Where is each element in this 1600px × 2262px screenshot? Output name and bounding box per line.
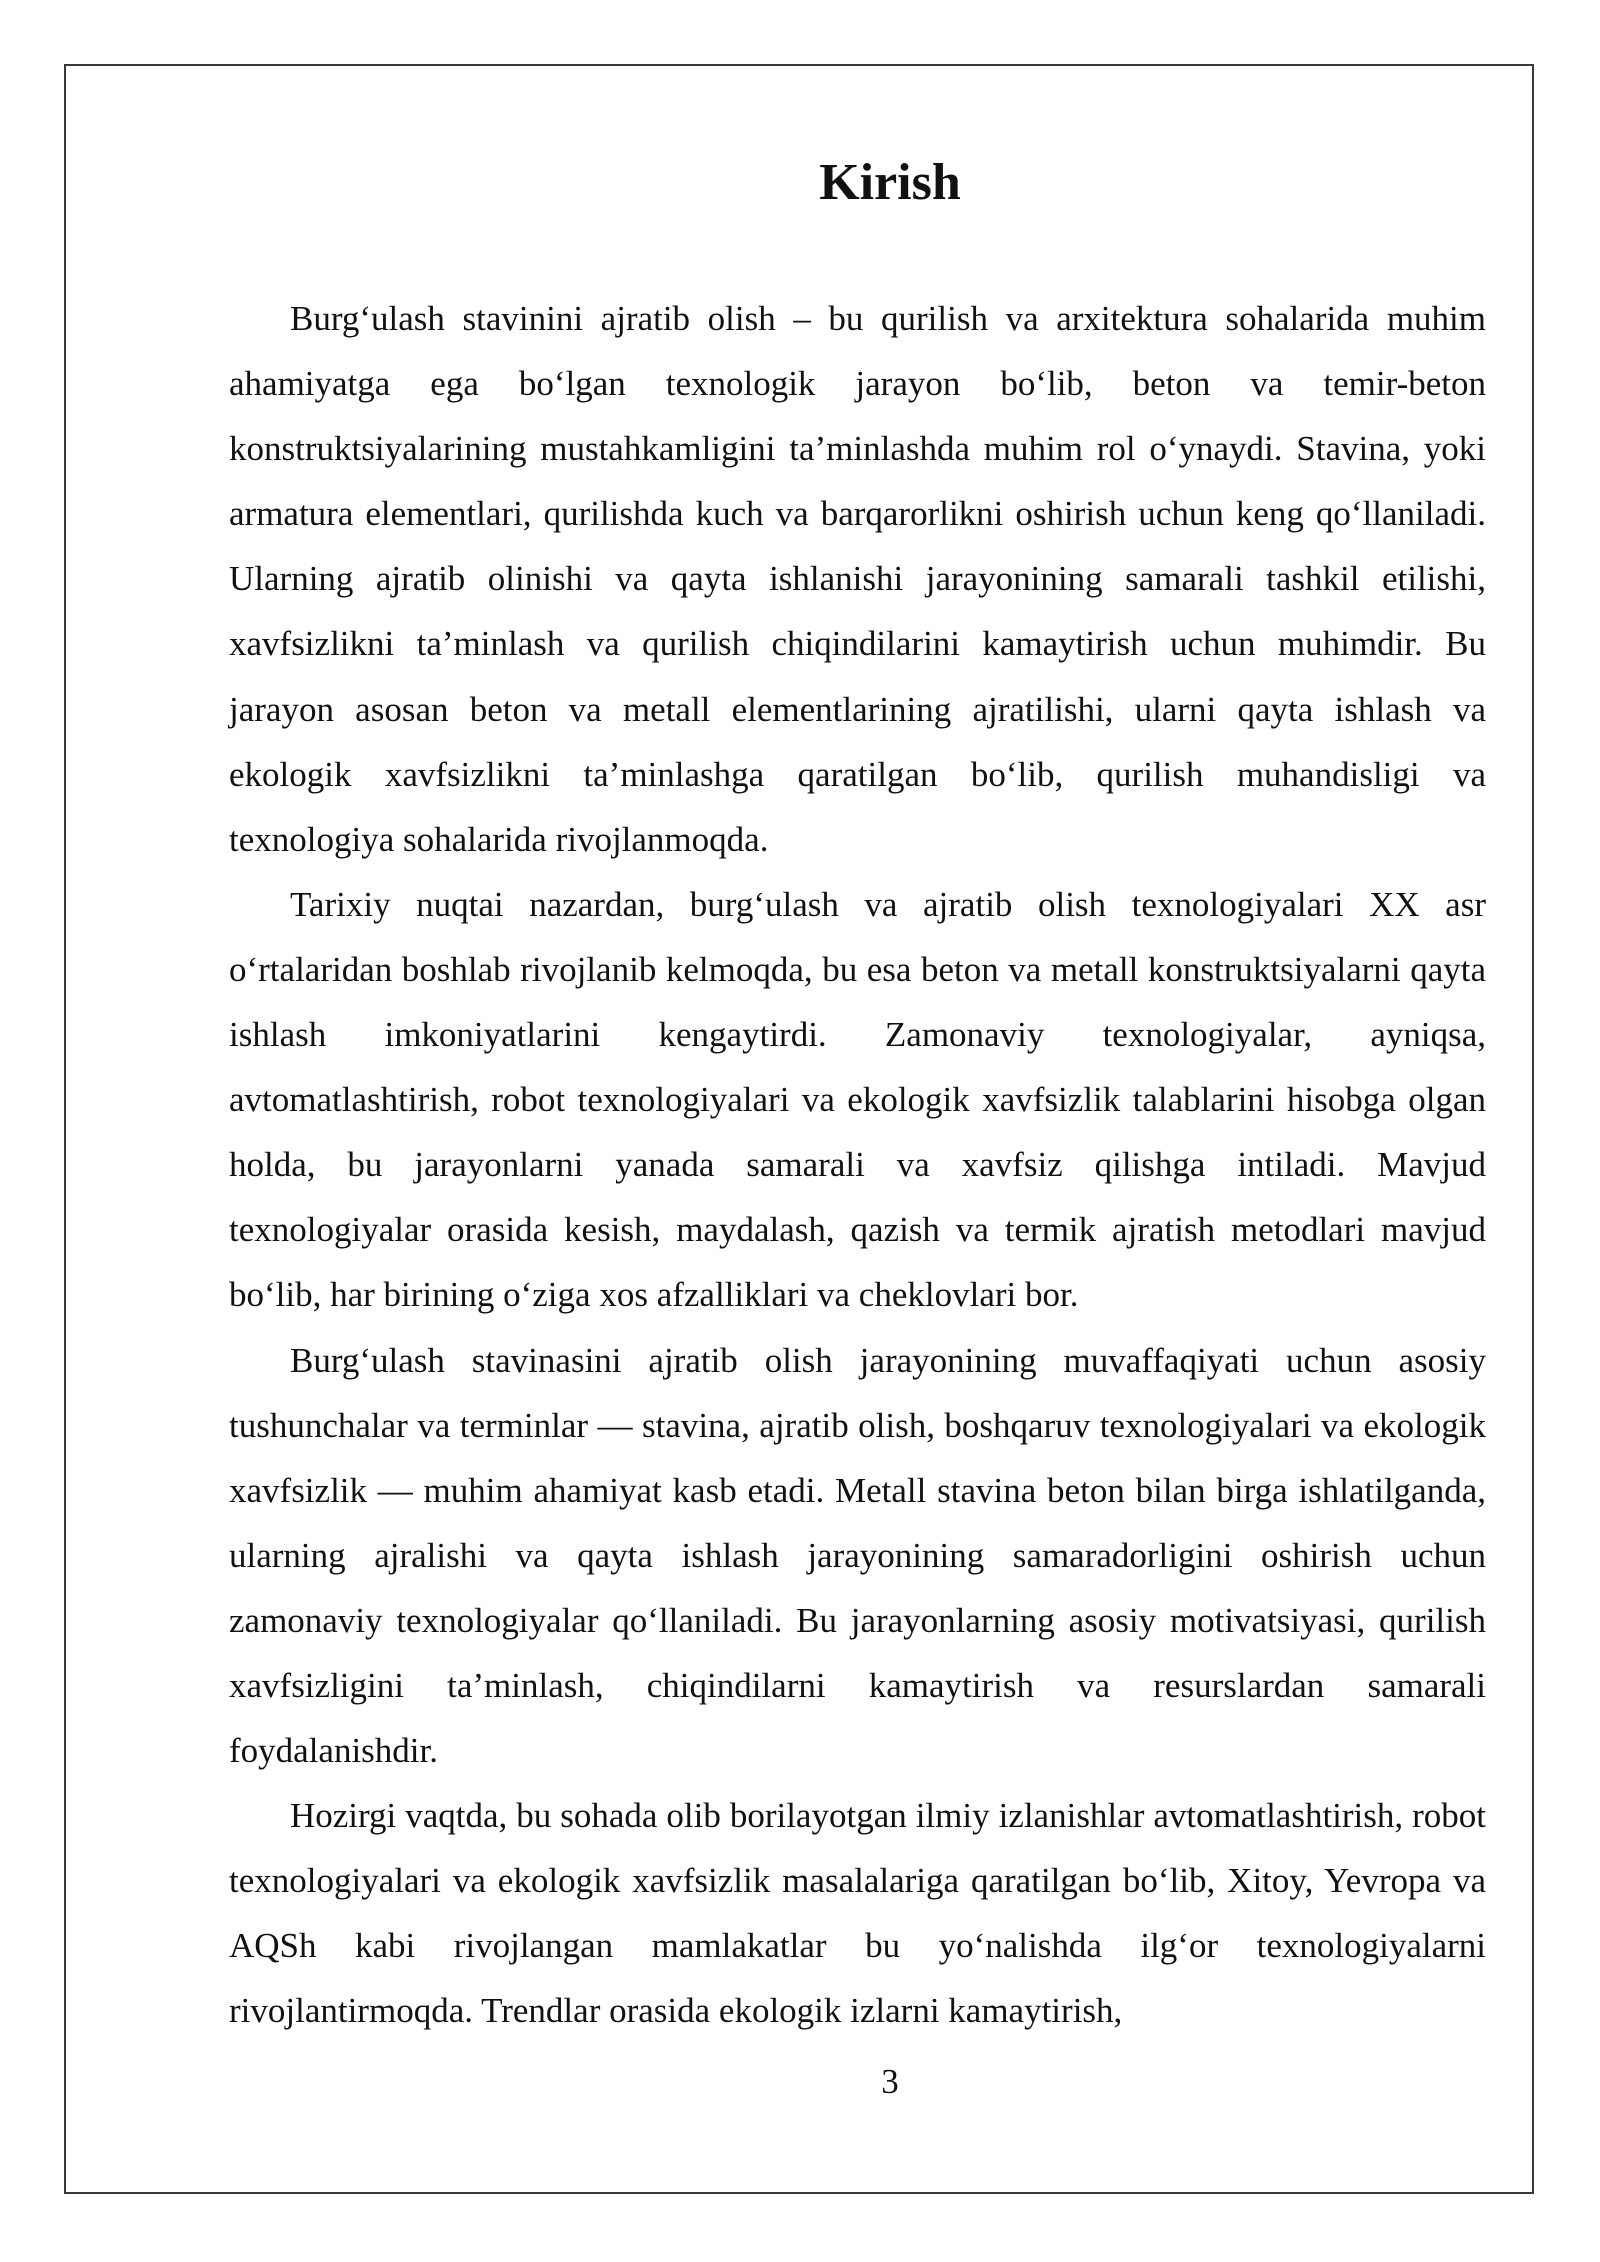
paragraph: Burg‘ulash stavinini ajratib olish – bu qurilish va arxitektura sohalarida muhim ahamiyatga ega bo‘lgan texnologik jarayon bo‘lib, beton va temir-beton konstruktsiyalarining mustahkamligini ta’minlashda muhim rol o‘ynaydi. Stavina, yoki armatura elementlari, qurilishda kuch va barqarorlikni oshirish uchun keng qo‘llaniladi. Ularning ajratib olinishi va qayta ishlanishi jarayonining samarali tashkil etilishi, xavfsizlikni ta’minlash va qurilish chiqindilarini kamaytirish uchun muhimdir. Bu jarayon asosan beton va metall elementlarining ajratilishi, ularni qayta ishlash va ekologik xavfsizlikni ta’minlashga qaratilgan bo‘lib, qurilish muhandisligi va texnologiya sohalarida rivojlanmoqda. xyxy=(229,299,1486,859)
paragraph: Tarixiy nuqtai nazardan, burg‘ulash va ajratib olish texnologiyalari XX asr o‘rtalaridan boshlab rivojlanib kelmoqda, bu esa beton va metall konstruktsiyalarni qayta ishlash imkoniyatlarini kengaytirdi. Zamonaviy texnologiyalar, ayniqsa, avtomatlashtirish, robot texnologiyalari va ekologik xavfsizlik talablarini hisobga olgan holda, bu jarayonlarni yanada samarali va xavfsiz qilishga intiladi. Mavjud texnologiyalar orasida kesish, maydalash, qazish va termik ajratish metodlari mavjud bo‘lib, har birining o‘ziga xos afzalliklari va cheklovlari bor. xyxy=(229,884,1486,1315)
body-text xyxy=(229,286,1486,2044)
page-title: Kirish xyxy=(819,154,961,211)
page-number: 3 xyxy=(881,2062,899,2101)
paragraph: Burg‘ulash stavinasini ajratib olish jarayonining muvaffaqiyati uchun asosiy tushunchalar va terminlar — stavina, ajratib olish, boshqaruv texnologiyalari va ekologik xavfsizlik — muhim ahamiyat kasb etadi. Metall stavina beton bilan birga ishlatilganda, ularning ajralishi va qayta ishlash jarayonining samaradorligini oshirish uchun zamonaviy texnologiyalar qo‘llaniladi. Bu jarayonlarning asosiy motivatsiyasi, qurilish xavfsizligini ta’minlash, chiqindilarni kamaytirish va resurslardan samarali foydalanishdir. xyxy=(229,1340,1486,1771)
paragraph: Hozirgi vaqtda, bu sohada olib borilayotgan ilmiy izlanishlar avtomatlashtirish, robot texnologiyalari va ekologik xavfsizlik masalalariga qaratilgan bo‘lib, Xitoy, Yevropa va AQSh kabi rivojlangan mamlakatlar bu yo‘nalishda ilg‘or texnologiyalarni rivojlantirmoqda. Trendlar orasida ekologik izlarni kamaytirish, xyxy=(229,1796,1486,2031)
